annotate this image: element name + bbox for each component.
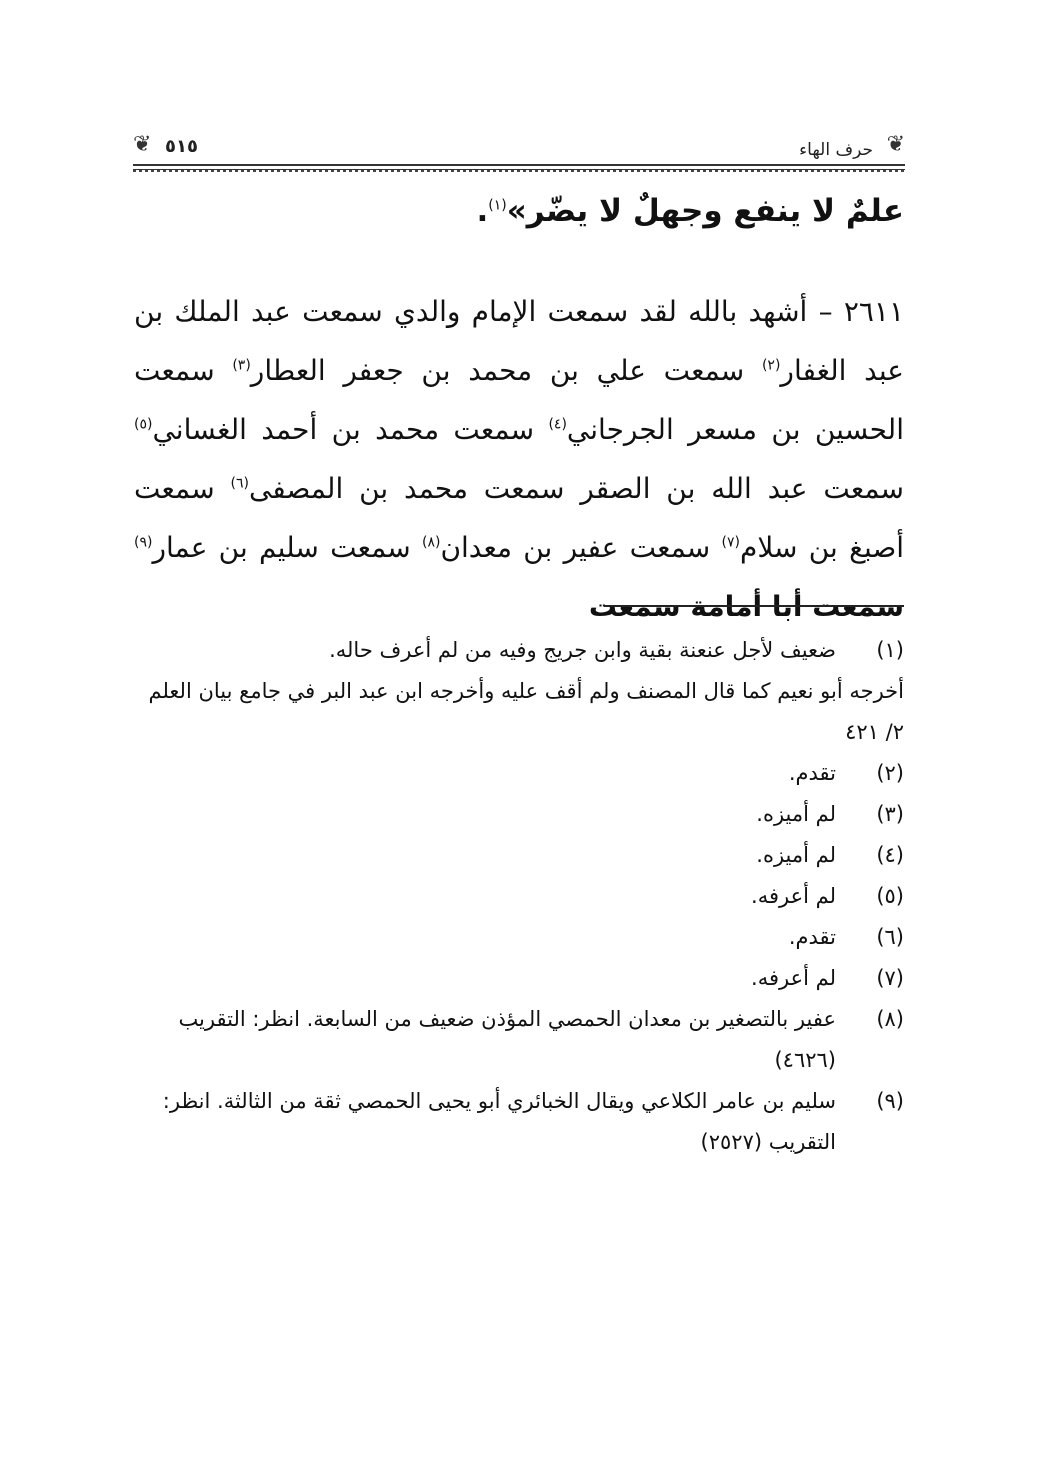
quote-end: . — [476, 193, 489, 229]
footnote-ref: (٥) — [134, 416, 153, 433]
footnote-text: لم أعرفه. — [751, 884, 836, 908]
footnote-text: تقدم. — [788, 925, 836, 949]
footnote-text: سليم بن عامر الكلاعي ويقال الخبائري أبو يحيى الحمصي ثقة من الثالثة. انظر: التقريب (٢٥٢٧) — [162, 1089, 836, 1154]
running-header — [133, 128, 905, 174]
footnote-number: (٣) — [876, 802, 904, 826]
footnote — [134, 753, 904, 794]
footnote-number: (٨) — [876, 1007, 904, 1031]
footnote — [134, 999, 904, 1081]
footnote-number: (٩) — [876, 1089, 904, 1113]
quote-line — [134, 186, 904, 236]
footnote — [134, 1081, 904, 1163]
ornament-icon: ❦ — [133, 132, 152, 157]
footnote-text: أخرجه أبو نعيم كما قال المصنف ولم أقف عليه وأخرجه ابن عبد البر في جامع بيان العلم ٢/ ٤٢١ — [148, 679, 904, 744]
chapter-title: حرف الهاء — [799, 140, 873, 160]
footnote-number: (٧) — [876, 966, 904, 990]
footnote-text: ضعيف لأجل عنعنة بقية وابن جريج وفيه من لم أعرف حاله. — [329, 638, 836, 662]
hadith-text: سمعت الحسين بن مسعر الجرجاني — [134, 354, 904, 446]
header-decorative-border — [133, 170, 905, 172]
footnote — [134, 958, 904, 999]
hadith-text: ٢٦١١ – أشهد بالله لقد سمعت الإمام والدي سمعت عبد الملك بن عبد الغفار — [134, 295, 904, 387]
footnote-text: لم أميزه. — [756, 802, 836, 826]
ornament-icon: ❦ — [886, 132, 905, 157]
footnotes — [134, 630, 904, 1163]
hadith-text-bold: سمعت أبا أمامة سمعت — [588, 590, 904, 623]
footnote — [134, 835, 904, 876]
hadith-text: سمعت عفير بن معدان — [440, 531, 722, 564]
hadith-text: سمعت أصبغ بن سلام — [134, 472, 904, 564]
footnote — [134, 917, 904, 958]
footnote — [134, 671, 904, 753]
hadith-paragraph — [134, 282, 904, 636]
footnote-ref: (٦) — [230, 475, 249, 492]
footnote — [134, 794, 904, 835]
page-number: ٥١٥ — [165, 136, 198, 157]
footnote-ref: (٨) — [421, 534, 441, 551]
footnote — [134, 876, 904, 917]
quote-text: علمٌ لا ينفع وجهلٌ لا يضّر» — [506, 193, 904, 229]
footnote-number: (٥) — [876, 884, 904, 908]
footnote-ref: (٩) — [134, 534, 153, 551]
footnote-ref: (٣) — [232, 357, 251, 374]
hadith-text: سمعت علي بن محمد بن جعفر العطار — [250, 354, 762, 387]
hadith-text: سمعت محمد بن أحمد الغساني — [152, 413, 549, 446]
hadith-text: سمعت سليم بن عمار — [152, 531, 422, 564]
hadith-text: سمعت عبد الله بن الصقر سمعت محمد بن المصفى — [248, 472, 904, 505]
footnote-separator — [604, 605, 904, 607]
footnote-number: (١) — [876, 638, 904, 662]
footnote-number: (٤) — [876, 843, 904, 867]
footnote-ref: (٢) — [761, 357, 781, 374]
footnote-number: (٢) — [876, 761, 904, 785]
footnote — [134, 630, 904, 671]
footnote-ref: (٧) — [721, 534, 740, 551]
footnote-ref: (٤) — [548, 416, 567, 433]
footnote-text: عفير بالتصغير بن معدان الحمصي المؤذن ضعيف من السابعة. انظر: التقريب (٤٦٢٦) — [178, 1007, 836, 1072]
footnote-number: (٦) — [876, 925, 904, 949]
footnote-text: تقدم. — [788, 761, 836, 785]
footnote-ref: (١) — [488, 197, 507, 214]
footnote-text: لم أعرفه. — [751, 966, 836, 990]
footnote-text: لم أميزه. — [756, 843, 836, 867]
